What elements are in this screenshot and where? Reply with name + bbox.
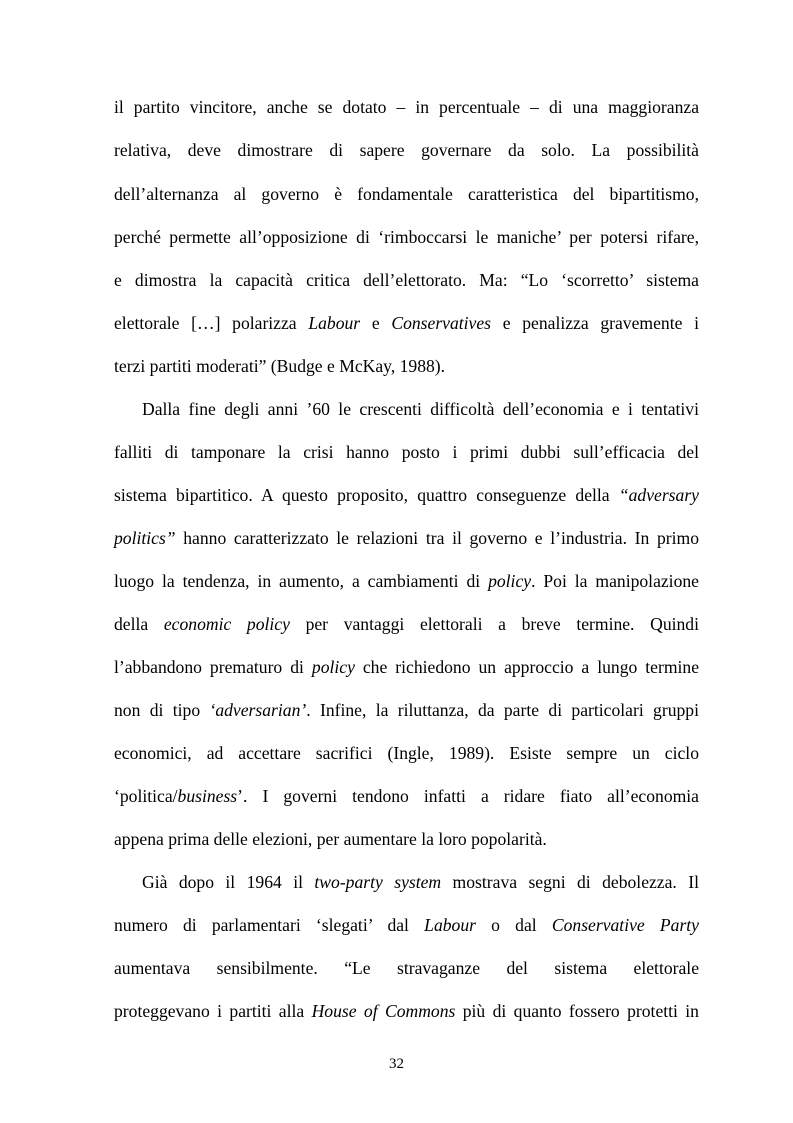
text-line: della economic policy per vantaggi elettorali a breve termine. Quindi: [114, 614, 699, 634]
text-line: numero di parlamentari ‘slegati’ dal Labour o dal Conservative Party: [114, 915, 699, 935]
text-line: terzi partiti moderati” (Budge e McKay, 1988).: [114, 356, 446, 376]
text-line: falliti di tamponare la crisi hanno posto i primi dubbi sull’efficacia del: [114, 442, 699, 462]
italic-term: Conservative Party: [551, 915, 699, 935]
text-line: il partito vincitore, anche se dotato – in percentuale – di una maggioranza: [114, 97, 699, 117]
italic-term: two-party system: [314, 872, 442, 892]
text-line: non di tipo ‘adversarian’. Infine, la riluttanza, da parte di particolari gruppi: [114, 700, 699, 720]
text-line: aumentava sensibilmente. “Le stravaganze del sistema elettorale: [114, 958, 699, 978]
text-line: Già dopo il 1964 il two-party system mostrava segni di debolezza. Il: [142, 872, 699, 892]
italic-term: Conservatives: [391, 313, 492, 333]
text-line: luogo la tendenza, in aumento, a cambiamenti di policy. Poi la manipolazione: [114, 571, 699, 591]
italic-term: business: [177, 786, 238, 806]
text-line: l’abbandono prematuro di policy che richiedono un approccio a lungo termine: [114, 657, 700, 677]
italic-term: policy: [311, 657, 355, 677]
text-line: e dimostra la capacità critica dell’elettorato. Ma: “Lo ‘scorretto’ sistema: [114, 270, 699, 290]
text-line: appena prima delle elezioni, per aumentare la loro popolarità.: [114, 829, 547, 849]
text-line: Dalla fine degli anni ’60 le crescenti difficoltà dell’economia e i tentativi: [142, 399, 699, 419]
page-number: 32: [389, 1056, 404, 1072]
text-line: perché permette all’opposizione di ‘rimboccarsi le maniche’ per potersi rifare,: [114, 227, 699, 247]
text-line: relativa, deve dimostrare di sapere governare da solo. La possibilità: [114, 140, 699, 160]
text-line: sistema bipartitico. A questo proposito, quattro conseguenze della “adversary: [114, 485, 699, 505]
text-line: elettorale […] polarizza Labour e Conservatives e penalizza gravemente i: [114, 313, 699, 333]
italic-term: ‘adversarian’: [209, 700, 307, 720]
text-line: economici, ad accettare sacrifici (Ingle, 1989). Esiste sempre un ciclo: [114, 743, 699, 763]
italic-term: economic policy: [163, 614, 290, 634]
italic-term: Labour: [308, 313, 361, 333]
text-line: proteggevano i partiti alla House of Commons più di quanto fossero protetti in: [114, 1001, 699, 1021]
italic-term: Labour: [424, 915, 476, 935]
italic-term: politics”: [114, 528, 176, 548]
italic-term: policy: [488, 571, 532, 591]
italic-term: “adversary: [618, 485, 699, 505]
italic-term: House of Commons: [311, 1001, 456, 1021]
text-line: ‘politica/business’. I governi tendono infatti a ridare fiato all’economia: [114, 786, 699, 806]
text-line: dell’alternanza al governo è fondamentale caratteristica del bipartitismo,: [114, 184, 699, 204]
text-line: politics” hanno caratterizzato le relazioni tra il governo e l’industria. In primo: [114, 528, 699, 548]
